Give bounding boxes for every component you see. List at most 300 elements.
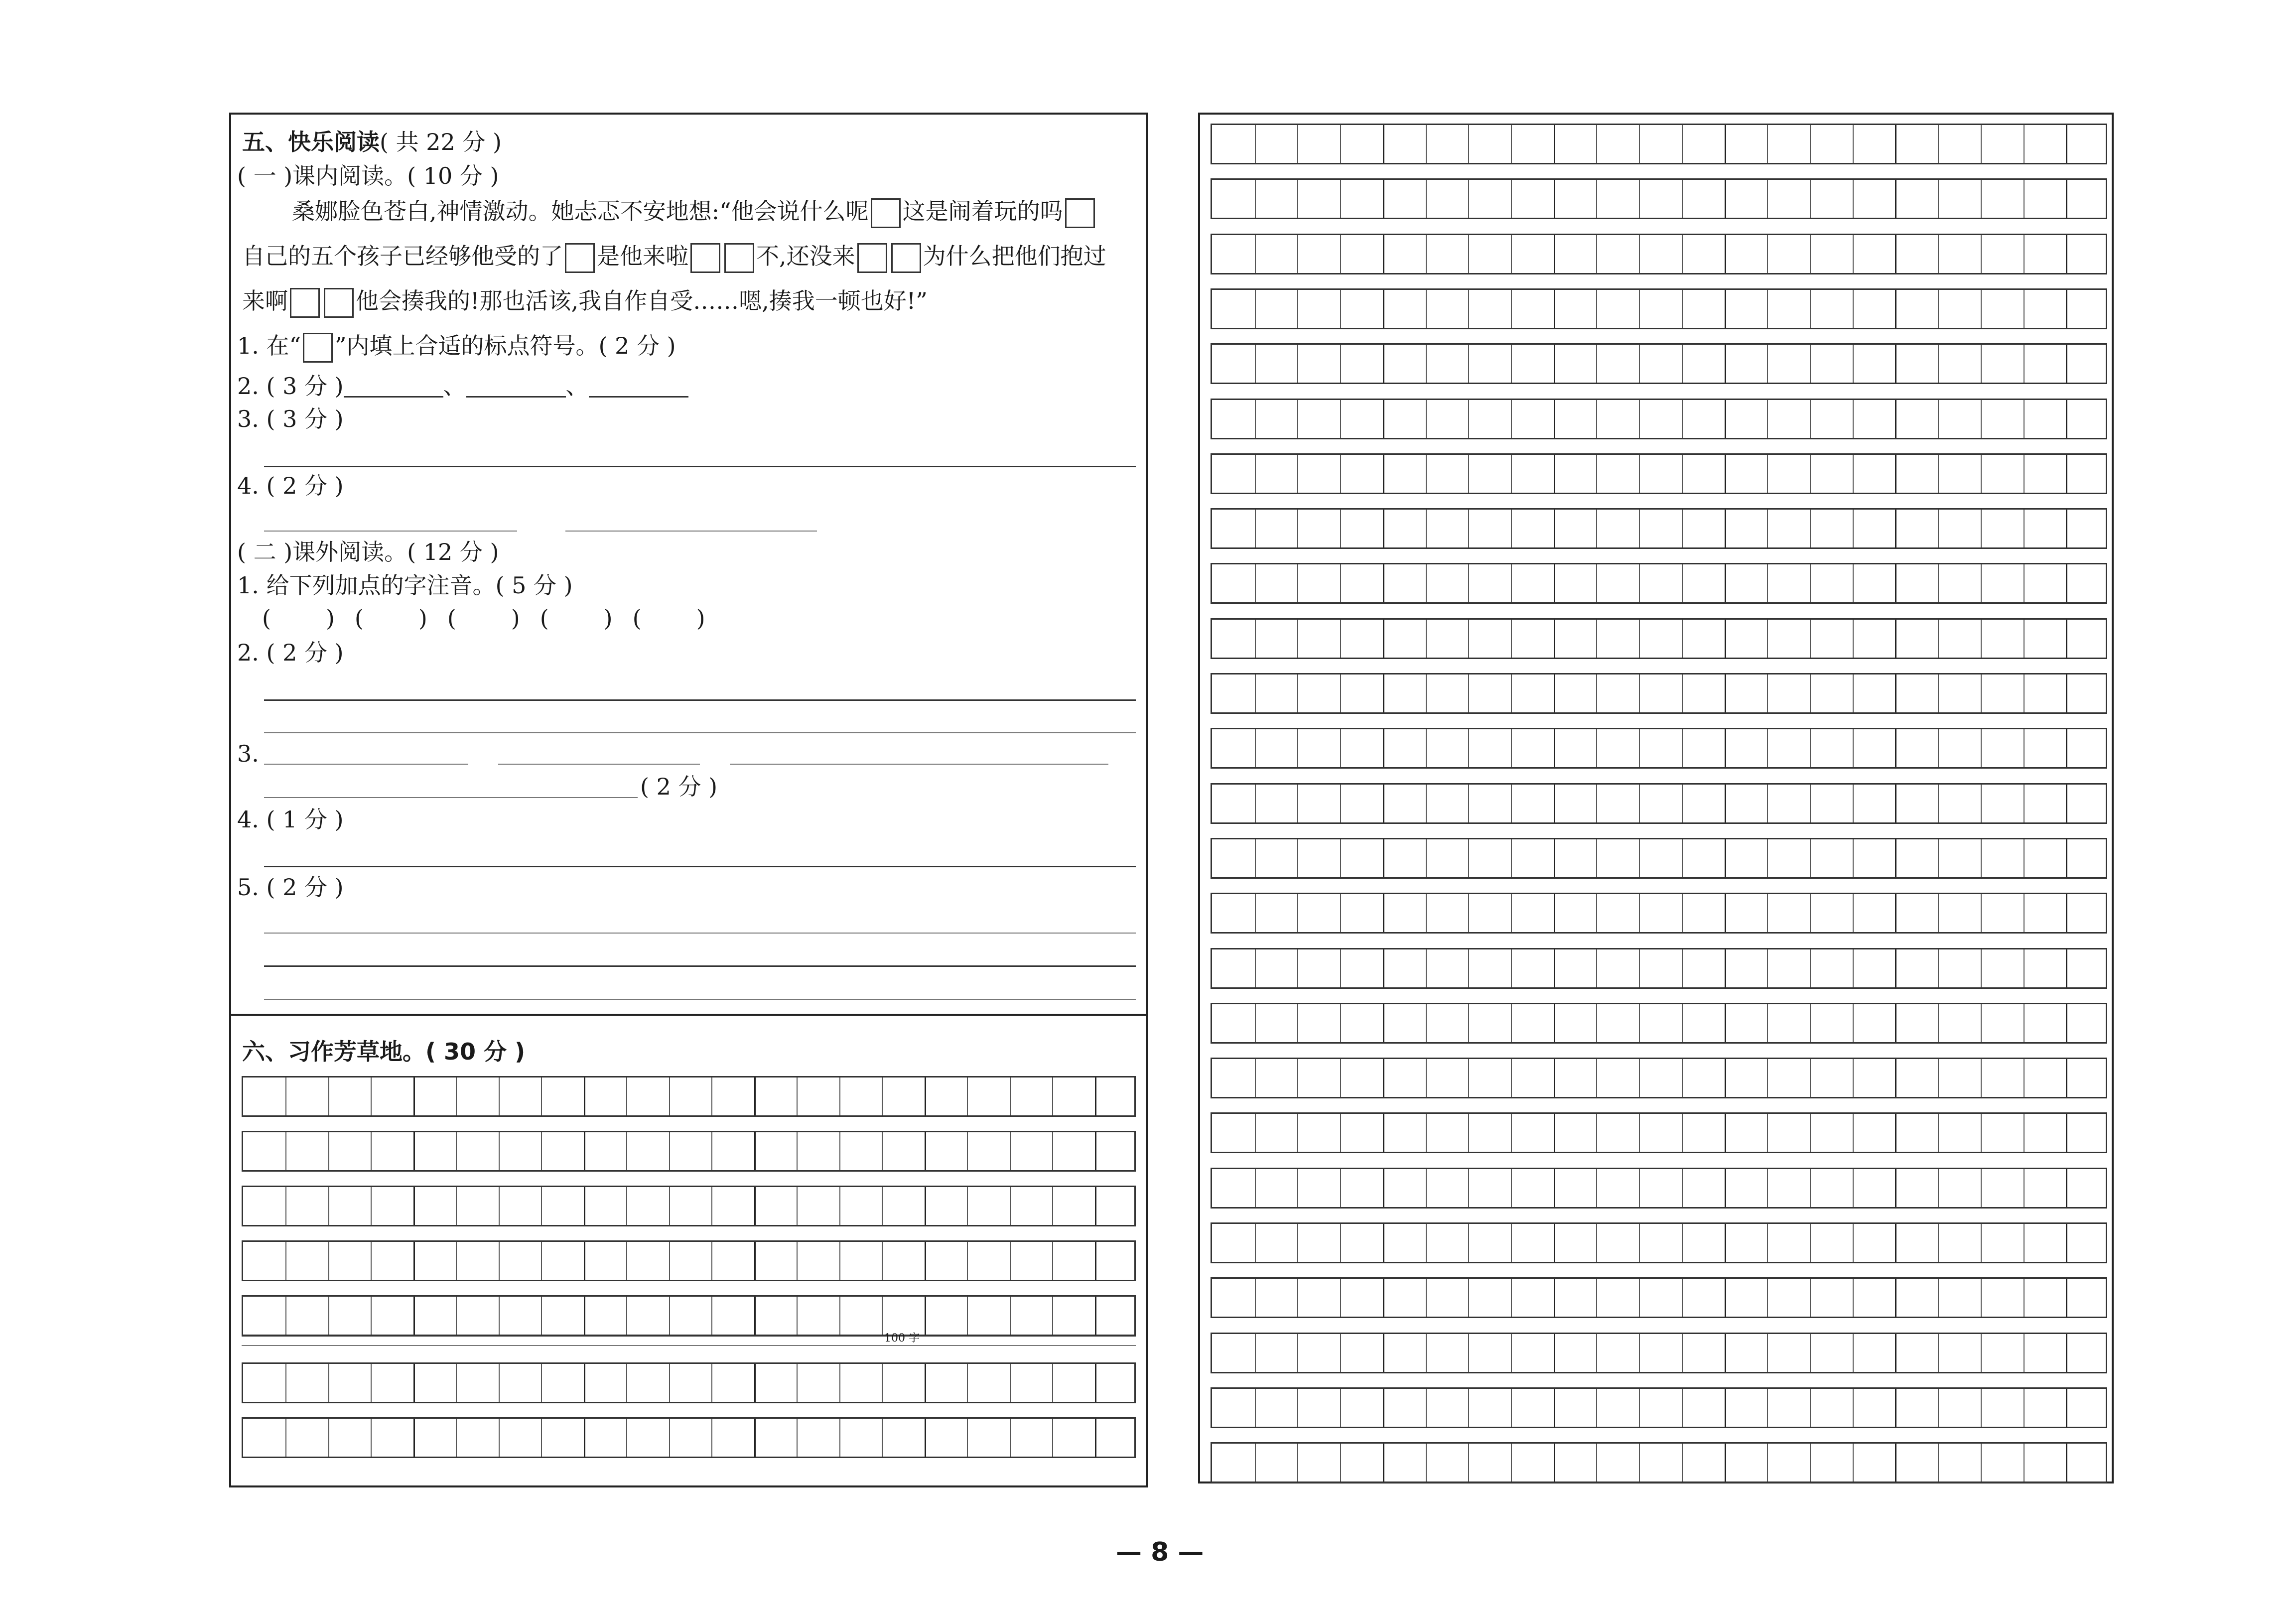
- grid-cell[interactable]: [456, 1419, 457, 1457]
- grid-cell[interactable]: [328, 1132, 329, 1170]
- grid-cell[interactable]: [328, 1242, 329, 1280]
- grid-cell[interactable]: [1682, 894, 1683, 932]
- grid-cell[interactable]: [1810, 1444, 1811, 1481]
- grid-cell[interactable]: [669, 1297, 670, 1335]
- grid-cell[interactable]: [1426, 1224, 1427, 1262]
- grid-cell[interactable]: [1639, 949, 1640, 987]
- grid-cell[interactable]: [1810, 839, 1811, 877]
- grid-cell[interactable]: [711, 1364, 712, 1402]
- grid-cell[interactable]: [1895, 290, 1896, 328]
- grid-cell[interactable]: [1810, 400, 1811, 438]
- punctuation-box[interactable]: [871, 198, 901, 228]
- grid-cell[interactable]: [2066, 1059, 2067, 1097]
- grid-cell[interactable]: [1981, 1059, 1982, 1097]
- grid-cell[interactable]: [626, 1187, 627, 1225]
- grid-cell[interactable]: [1596, 235, 1597, 273]
- grid-cell[interactable]: [1468, 510, 1469, 547]
- grid-cell[interactable]: [456, 1242, 457, 1280]
- grid-cell[interactable]: [1725, 674, 1726, 712]
- grid-cell[interactable]: [1810, 290, 1811, 328]
- grid-cell[interactable]: [1596, 1279, 1597, 1317]
- grid-cell[interactable]: [1639, 1169, 1640, 1207]
- grid-cell[interactable]: [1682, 510, 1683, 547]
- grid-cell[interactable]: [754, 1242, 756, 1280]
- grid-cell[interactable]: [1596, 1389, 1597, 1427]
- grid-cell[interactable]: [1981, 729, 1982, 767]
- grid-cell[interactable]: [1297, 455, 1298, 493]
- grid-cell[interactable]: [1895, 345, 1896, 383]
- grid-cell[interactable]: [1895, 180, 1896, 218]
- grid-cell[interactable]: [1981, 564, 1982, 602]
- grid-cell[interactable]: [1468, 345, 1469, 383]
- grid-cell[interactable]: [839, 1297, 840, 1335]
- grid-cell[interactable]: [1810, 1334, 1811, 1372]
- grid-cell[interactable]: [1596, 290, 1597, 328]
- grid-cell[interactable]: [1426, 620, 1427, 658]
- grid-cell[interactable]: [1682, 290, 1683, 328]
- answer-line[interactable]: [264, 531, 517, 532]
- answer-line[interactable]: [264, 699, 1136, 701]
- grid-cell[interactable]: [2024, 1279, 2025, 1317]
- grid-cell[interactable]: [1725, 1114, 1726, 1152]
- grid-cell[interactable]: [1810, 1004, 1811, 1042]
- grid-cell[interactable]: [1596, 400, 1597, 438]
- grid-cell[interactable]: [1810, 1224, 1811, 1262]
- grid-cell[interactable]: [1810, 1389, 1811, 1427]
- answer-line[interactable]: [730, 764, 1108, 765]
- grid-cell[interactable]: [1682, 620, 1683, 658]
- grid-cell[interactable]: [1383, 620, 1384, 658]
- grid-cell[interactable]: [1767, 729, 1768, 767]
- grid-cell[interactable]: [1639, 1334, 1640, 1372]
- grid-cell[interactable]: [797, 1364, 798, 1402]
- punctuation-box[interactable]: [565, 243, 595, 273]
- answer-line[interactable]: [264, 797, 638, 798]
- grid-cell[interactable]: [371, 1242, 372, 1280]
- grid-cell[interactable]: [1297, 564, 1298, 602]
- grid-cell[interactable]: [1938, 510, 1939, 547]
- pinyin-blank[interactable]: ( ): [354, 605, 427, 632]
- pinyin-blank[interactable]: ( ): [447, 605, 520, 632]
- grid-cell[interactable]: [1340, 1444, 1341, 1481]
- grid-cell[interactable]: [1767, 785, 1768, 822]
- grid-cell[interactable]: [1255, 1004, 1256, 1042]
- grid-cell[interactable]: [2024, 290, 2025, 328]
- grid-cell[interactable]: [1853, 400, 1854, 438]
- grid-cell[interactable]: [1596, 1444, 1597, 1481]
- grid-cell[interactable]: [925, 1132, 926, 1170]
- grid-cell[interactable]: [1725, 510, 1726, 547]
- grid-cell[interactable]: [371, 1187, 372, 1225]
- grid-cell[interactable]: [797, 1242, 798, 1280]
- grid-cell[interactable]: [2066, 345, 2067, 383]
- grid-cell[interactable]: [626, 1077, 627, 1115]
- grid-cell[interactable]: [1767, 1114, 1768, 1152]
- grid-cell[interactable]: [1468, 455, 1469, 493]
- grid-cell[interactable]: [2024, 180, 2025, 218]
- grid-cell[interactable]: [839, 1187, 840, 1225]
- punctuation-box[interactable]: [857, 243, 887, 273]
- grid-cell[interactable]: [1554, 839, 1555, 877]
- grid-cell[interactable]: [1468, 949, 1469, 987]
- grid-cell[interactable]: [1340, 235, 1341, 273]
- grid-cell[interactable]: [1511, 1114, 1512, 1152]
- grid-cell[interactable]: [711, 1297, 712, 1335]
- grid-cell[interactable]: [1853, 785, 1854, 822]
- grid-cell[interactable]: [1853, 729, 1854, 767]
- grid-cell[interactable]: [882, 1077, 883, 1115]
- grid-cell[interactable]: [1682, 235, 1683, 273]
- grid-cell[interactable]: [328, 1419, 329, 1457]
- grid-cell[interactable]: [1938, 400, 1939, 438]
- grid-cell[interactable]: [1340, 1004, 1341, 1042]
- grid-cell[interactable]: [1383, 180, 1384, 218]
- grid-cell[interactable]: [1596, 620, 1597, 658]
- grid-cell[interactable]: [1297, 1334, 1298, 1372]
- grid-cell[interactable]: [1682, 1279, 1683, 1317]
- grid-cell[interactable]: [1938, 1114, 1939, 1152]
- grid-cell[interactable]: [328, 1297, 329, 1335]
- grid-cell[interactable]: [711, 1187, 712, 1225]
- grid-cell[interactable]: [1938, 290, 1939, 328]
- grid-cell[interactable]: [1340, 1334, 1341, 1372]
- grid-cell[interactable]: [1426, 839, 1427, 877]
- grid-cell[interactable]: [2024, 510, 2025, 547]
- grid-cell[interactable]: [2024, 674, 2025, 712]
- grid-cell[interactable]: [1255, 1169, 1256, 1207]
- grid-cell[interactable]: [1383, 1334, 1384, 1372]
- grid-cell[interactable]: [1255, 125, 1256, 163]
- grid-cell[interactable]: [1426, 894, 1427, 932]
- grid-cell[interactable]: [1340, 894, 1341, 932]
- answer-line[interactable]: [264, 999, 1136, 1000]
- grid-cell[interactable]: [1810, 455, 1811, 493]
- punctuation-box[interactable]: [891, 243, 921, 273]
- grid-cell[interactable]: [1725, 400, 1726, 438]
- grid-cell[interactable]: [1554, 729, 1555, 767]
- grid-cell[interactable]: [2066, 510, 2067, 547]
- answer-blank[interactable]: [589, 376, 688, 398]
- grid-cell[interactable]: [1639, 1444, 1640, 1481]
- grid-cell[interactable]: [1255, 894, 1256, 932]
- grid-cell[interactable]: [1981, 1444, 1982, 1481]
- grid-cell[interactable]: [1981, 1279, 1982, 1317]
- grid-cell[interactable]: [2024, 1334, 2025, 1372]
- grid-cell[interactable]: [1639, 564, 1640, 602]
- grid-cell[interactable]: [1511, 125, 1512, 163]
- grid-cell[interactable]: [882, 1419, 883, 1457]
- grid-cell[interactable]: [1426, 674, 1427, 712]
- grid-cell[interactable]: [1725, 564, 1726, 602]
- grid-cell[interactable]: [1639, 125, 1640, 163]
- grid-cell[interactable]: [1981, 510, 1982, 547]
- grid-cell[interactable]: [1383, 290, 1384, 328]
- grid-cell[interactable]: [1810, 125, 1811, 163]
- grid-cell[interactable]: [1511, 1059, 1512, 1097]
- grid-cell[interactable]: [1383, 1059, 1384, 1097]
- grid-cell[interactable]: [1767, 674, 1768, 712]
- grid-cell[interactable]: [1853, 1224, 1854, 1262]
- grid-cell[interactable]: [2024, 949, 2025, 987]
- grid-cell[interactable]: [1554, 510, 1555, 547]
- grid-cell[interactable]: [882, 1132, 883, 1170]
- grid-cell[interactable]: [711, 1419, 712, 1457]
- grid-cell[interactable]: [1468, 290, 1469, 328]
- grid-cell[interactable]: [1255, 235, 1256, 273]
- grid-cell[interactable]: [1938, 674, 1939, 712]
- grid-cell[interactable]: [1383, 949, 1384, 987]
- answer-line[interactable]: [264, 965, 1136, 967]
- grid-cell[interactable]: [1383, 235, 1384, 273]
- grid-cell[interactable]: [2066, 564, 2067, 602]
- grid-cell[interactable]: [1468, 620, 1469, 658]
- grid-cell[interactable]: [584, 1242, 585, 1280]
- grid-cell[interactable]: [1938, 839, 1939, 877]
- grid-cell[interactable]: [413, 1242, 415, 1280]
- grid-cell[interactable]: [1511, 180, 1512, 218]
- grid-cell[interactable]: [1383, 400, 1384, 438]
- grid-cell[interactable]: [1810, 674, 1811, 712]
- grid-cell[interactable]: [1468, 235, 1469, 273]
- grid-cell[interactable]: [499, 1242, 500, 1280]
- grid-cell[interactable]: [1682, 400, 1683, 438]
- grid-cell[interactable]: [1895, 1059, 1896, 1097]
- grid-cell[interactable]: [2024, 729, 2025, 767]
- punctuation-box[interactable]: [690, 243, 720, 273]
- grid-cell[interactable]: [1725, 1004, 1726, 1042]
- grid-cell[interactable]: [1511, 620, 1512, 658]
- grid-cell[interactable]: [1340, 1224, 1341, 1262]
- grid-cell[interactable]: [2024, 1224, 2025, 1262]
- grid-cell[interactable]: [1095, 1077, 1096, 1115]
- grid-cell[interactable]: [1297, 1114, 1298, 1152]
- grid-cell[interactable]: [1052, 1132, 1053, 1170]
- grid-cell[interactable]: [1255, 400, 1256, 438]
- grid-cell[interactable]: [1682, 564, 1683, 602]
- grid-cell[interactable]: [1554, 1279, 1555, 1317]
- grid-cell[interactable]: [1853, 125, 1854, 163]
- grid-cell[interactable]: [1297, 1389, 1298, 1427]
- grid-cell[interactable]: [1095, 1364, 1096, 1402]
- grid-cell[interactable]: [1767, 1334, 1768, 1372]
- grid-cell[interactable]: [1767, 180, 1768, 218]
- grid-cell[interactable]: [1554, 674, 1555, 712]
- grid-cell[interactable]: [1981, 839, 1982, 877]
- grid-cell[interactable]: [1981, 1334, 1982, 1372]
- grid-cell[interactable]: [1938, 455, 1939, 493]
- grid-cell[interactable]: [1682, 785, 1683, 822]
- grid-cell[interactable]: [1767, 1059, 1768, 1097]
- answer-line[interactable]: [264, 764, 468, 765]
- grid-cell[interactable]: [1340, 400, 1341, 438]
- grid-cell[interactable]: [1297, 674, 1298, 712]
- grid-cell[interactable]: [1468, 894, 1469, 932]
- grid-cell[interactable]: [1895, 1334, 1896, 1372]
- grid-cell[interactable]: [669, 1242, 670, 1280]
- grid-cell[interactable]: [1554, 785, 1555, 822]
- grid-cell[interactable]: [1725, 894, 1726, 932]
- grid-cell[interactable]: [711, 1132, 712, 1170]
- answer-line[interactable]: [264, 732, 1136, 733]
- grid-cell[interactable]: [1340, 1059, 1341, 1097]
- grid-cell[interactable]: [1511, 1444, 1512, 1481]
- grid-cell[interactable]: [1639, 839, 1640, 877]
- pinyin-blank[interactable]: ( ): [632, 605, 705, 632]
- grid-cell[interactable]: [1468, 1004, 1469, 1042]
- grid-cell[interactable]: [1767, 564, 1768, 602]
- grid-cell[interactable]: [2024, 894, 2025, 932]
- grid-cell[interactable]: [1554, 235, 1555, 273]
- grid-cell[interactable]: [1511, 510, 1512, 547]
- grid-cell[interactable]: [1810, 729, 1811, 767]
- grid-cell[interactable]: [1853, 1114, 1854, 1152]
- grid-cell[interactable]: [2066, 1004, 2067, 1042]
- grid-cell[interactable]: [1639, 894, 1640, 932]
- answer-line[interactable]: [264, 866, 1136, 867]
- grid-cell[interactable]: [1596, 949, 1597, 987]
- grid-cell[interactable]: [1639, 620, 1640, 658]
- grid-cell[interactable]: [1255, 455, 1256, 493]
- grid-cell[interactable]: [1297, 1059, 1298, 1097]
- grid-cell[interactable]: [1255, 1334, 1256, 1372]
- grid-cell[interactable]: [1554, 455, 1555, 493]
- grid-cell[interactable]: [1596, 894, 1597, 932]
- grid-cell[interactable]: [1682, 1389, 1683, 1427]
- grid-cell[interactable]: [1383, 1389, 1384, 1427]
- grid-cell[interactable]: [1340, 1279, 1341, 1317]
- grid-cell[interactable]: [285, 1419, 286, 1457]
- grid-cell[interactable]: [541, 1077, 542, 1115]
- grid-cell[interactable]: [285, 1297, 286, 1335]
- grid-cell[interactable]: [1468, 674, 1469, 712]
- grid-cell[interactable]: [1639, 1059, 1640, 1097]
- grid-cell[interactable]: [1596, 1059, 1597, 1097]
- grid-cell[interactable]: [2024, 455, 2025, 493]
- grid-cell[interactable]: [1725, 839, 1726, 877]
- grid-cell[interactable]: [1596, 1334, 1597, 1372]
- grid-cell[interactable]: [1725, 235, 1726, 273]
- grid-cell[interactable]: [1255, 839, 1256, 877]
- grid-cell[interactable]: [1554, 1389, 1555, 1427]
- grid-cell[interactable]: [2066, 839, 2067, 877]
- grid-cell[interactable]: [1853, 620, 1854, 658]
- grid-cell[interactable]: [285, 1187, 286, 1225]
- grid-cell[interactable]: [1596, 455, 1597, 493]
- grid-cell[interactable]: [1511, 1224, 1512, 1262]
- grid-cell[interactable]: [1895, 674, 1896, 712]
- grid-cell[interactable]: [1895, 839, 1896, 877]
- grid-cell[interactable]: [1468, 125, 1469, 163]
- grid-cell[interactable]: [2066, 180, 2067, 218]
- grid-cell[interactable]: [2024, 839, 2025, 877]
- grid-cell[interactable]: [1010, 1077, 1011, 1115]
- grid-cell[interactable]: [1639, 1389, 1640, 1427]
- grid-cell[interactable]: [1297, 949, 1298, 987]
- grid-cell[interactable]: [1895, 400, 1896, 438]
- grid-cell[interactable]: [499, 1187, 500, 1225]
- grid-cell[interactable]: [925, 1364, 926, 1402]
- grid-cell[interactable]: [1853, 1169, 1854, 1207]
- grid-cell[interactable]: [1554, 1059, 1555, 1097]
- grid-cell[interactable]: [1340, 620, 1341, 658]
- grid-cell[interactable]: [1297, 400, 1298, 438]
- grid-cell[interactable]: [1511, 894, 1512, 932]
- grid-cell[interactable]: [1468, 400, 1469, 438]
- grid-cell[interactable]: [1767, 839, 1768, 877]
- grid-cell[interactable]: [1596, 1169, 1597, 1207]
- grid-cell[interactable]: [1468, 1389, 1469, 1427]
- grid-cell[interactable]: [1010, 1419, 1011, 1457]
- grid-cell[interactable]: [2066, 620, 2067, 658]
- answer-blank[interactable]: [344, 376, 443, 398]
- grid-cell[interactable]: [1010, 1187, 1011, 1225]
- grid-cell[interactable]: [1383, 345, 1384, 383]
- grid-cell[interactable]: [1340, 125, 1341, 163]
- grid-cell[interactable]: [1554, 125, 1555, 163]
- grid-cell[interactable]: [1297, 729, 1298, 767]
- grid-cell[interactable]: [2024, 400, 2025, 438]
- grid-cell[interactable]: [1938, 949, 1939, 987]
- grid-cell[interactable]: [1938, 729, 1939, 767]
- grid-cell[interactable]: [1052, 1364, 1053, 1402]
- grid-cell[interactable]: [1468, 180, 1469, 218]
- grid-cell[interactable]: [1639, 674, 1640, 712]
- grid-cell[interactable]: [1095, 1132, 1096, 1170]
- grid-cell[interactable]: [541, 1297, 542, 1335]
- grid-cell[interactable]: [1895, 1279, 1896, 1317]
- grid-cell[interactable]: [413, 1364, 415, 1402]
- grid-cell[interactable]: [1426, 510, 1427, 547]
- grid-cell[interactable]: [1255, 1444, 1256, 1481]
- grid-cell[interactable]: [1426, 235, 1427, 273]
- grid-cell[interactable]: [1895, 949, 1896, 987]
- grid-cell[interactable]: [1682, 125, 1683, 163]
- grid-cell[interactable]: [1981, 1169, 1982, 1207]
- grid-cell[interactable]: [1725, 949, 1726, 987]
- grid-cell[interactable]: [1767, 1004, 1768, 1042]
- grid-cell[interactable]: [1767, 235, 1768, 273]
- grid-cell[interactable]: [1639, 1279, 1640, 1317]
- grid-cell[interactable]: [371, 1364, 372, 1402]
- grid-cell[interactable]: [1853, 510, 1854, 547]
- grid-cell[interactable]: [2066, 1169, 2067, 1207]
- grid-cell[interactable]: [1725, 620, 1726, 658]
- grid-cell[interactable]: [1426, 1444, 1427, 1481]
- grid-cell[interactable]: [797, 1419, 798, 1457]
- grid-cell[interactable]: [1725, 1059, 1726, 1097]
- grid-cell[interactable]: [1511, 949, 1512, 987]
- grid-cell[interactable]: [967, 1419, 968, 1457]
- grid-cell[interactable]: [1725, 729, 1726, 767]
- grid-cell[interactable]: [1767, 949, 1768, 987]
- grid-cell[interactable]: [2066, 1444, 2067, 1481]
- grid-cell[interactable]: [1426, 180, 1427, 218]
- grid-cell[interactable]: [1340, 345, 1341, 383]
- grid-cell[interactable]: [797, 1297, 798, 1335]
- grid-cell[interactable]: [1095, 1187, 1096, 1225]
- grid-cell[interactable]: [328, 1077, 329, 1115]
- grid-cell[interactable]: [1426, 785, 1427, 822]
- grid-cell[interactable]: [1810, 1114, 1811, 1152]
- grid-cell[interactable]: [1383, 1114, 1384, 1152]
- grid-cell[interactable]: [1853, 894, 1854, 932]
- grid-cell[interactable]: [1554, 290, 1555, 328]
- grid-cell[interactable]: [1383, 1224, 1384, 1262]
- grid-cell[interactable]: [1297, 1279, 1298, 1317]
- grid-cell[interactable]: [1682, 1444, 1683, 1481]
- grid-cell[interactable]: [1297, 290, 1298, 328]
- grid-cell[interactable]: [1468, 785, 1469, 822]
